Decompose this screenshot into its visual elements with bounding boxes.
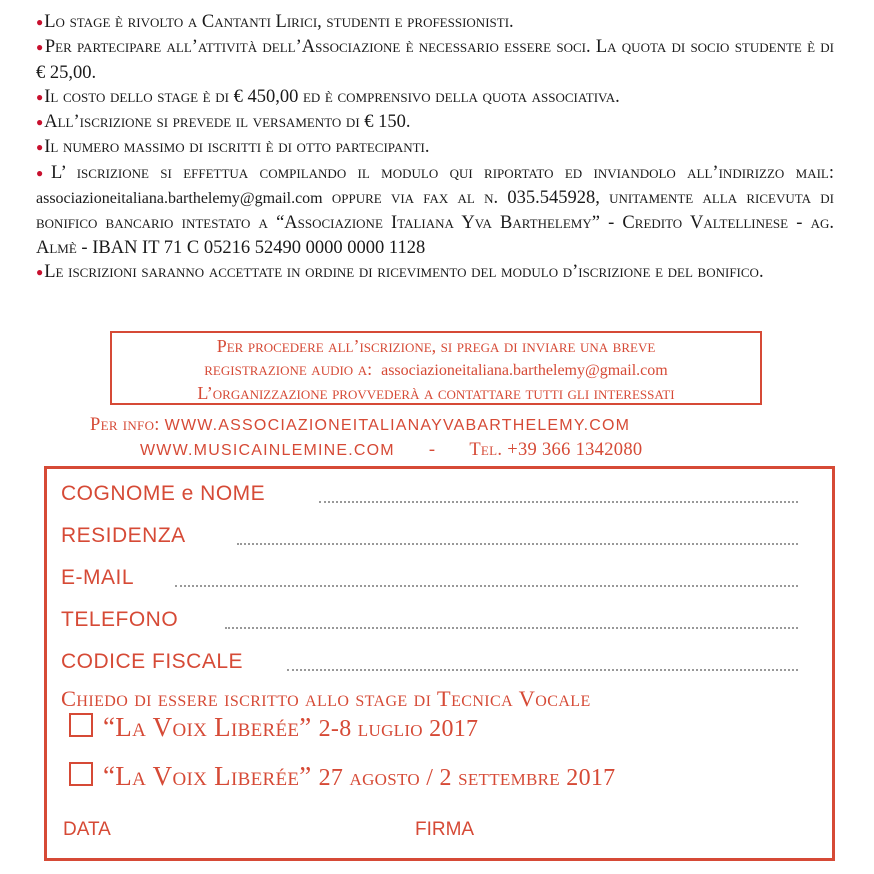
audio-email[interactable]: associazioneitaliana.barthelemy@gmail.com — [381, 361, 668, 379]
name-input-line[interactable] — [319, 501, 798, 503]
tax-code-input-line[interactable] — [287, 669, 798, 671]
bullet-dot: ● — [36, 89, 44, 104]
field-label-tax-code: CODICE FISCALE — [61, 650, 244, 673]
bullet-item: ●Per partecipare all’attività dell’Associazione è necessario essere soci. La quota di socio studente è di € 25,00. — [36, 37, 834, 83]
bullet-item-registration: ●L’ iscrizione si effettua compilando il modulo qui riportato ed inviandolo all’indirizzo mail: associazioneitaliana.barthelemy@gmail.com oppure via fax al n. 035.545928, unitamente alla ricevuta di bonifico bancario intestato a “Associazione Italiana Yva Barthelemy” - Credito Valtellinese - ag. Almè - IBAN IT 71 C 05216 52490 0000 0000 1128 — [36, 162, 835, 258]
signature-label: FIRMA — [415, 819, 475, 840]
enrollment-request: Chiedo di essere iscritto allo stage di Tecnica Vocale — [61, 686, 591, 711]
registration-form — [44, 466, 835, 861]
info-block — [90, 413, 642, 463]
checkbox[interactable] — [69, 713, 93, 737]
bullet-item: ●Le iscrizioni saranno accettate in ordine di ricevimento del modulo d’iscrizione e del bonifico. — [36, 261, 764, 282]
option-session-2[interactable] — [69, 761, 616, 792]
field-label-name: COGNOME e NOME — [61, 482, 266, 505]
audio-notice-box — [110, 331, 762, 405]
bullet-item: ●Il costo dello stage è di € 450,00 ed è comprensivo della quota associativa. — [36, 86, 620, 107]
website-link-2[interactable]: WWW.MUSICAINLEMINE.COM — [140, 442, 395, 459]
email-input-line[interactable] — [175, 585, 798, 587]
bullet-dot: ● — [36, 40, 44, 55]
checkbox[interactable] — [69, 762, 93, 786]
audio-notice-line: L’organizzazione provvederà a contattare tutti gli interessati — [197, 383, 675, 403]
bullet-item: ●Lo stage è rivolto a Cantanti Lirici, studenti e professionisti. — [36, 12, 514, 32]
option-title: “La Voix Liberée” — [103, 761, 312, 791]
field-label-phone: TELEFONO — [61, 608, 179, 631]
info-separator: - — [428, 440, 436, 460]
audio-notice-line: Per procedere all’iscrizione, si prega di inviare una breve — [216, 336, 656, 356]
bullet-dot: ● — [36, 115, 44, 130]
telephone: Tel. +39 366 1342080 — [469, 440, 643, 460]
date-label: DATA — [63, 819, 111, 840]
option-dates: 2-8 luglio 2017 — [318, 716, 479, 742]
bullet-dot: ● — [36, 140, 44, 155]
audio-notice-line: registrazione audio a: associazioneitaliana.barthelemy@gmail.com — [204, 358, 668, 379]
bullet-dot: ● — [36, 15, 44, 29]
bullet-list — [36, 10, 834, 285]
bullet-item: ●Il numero massimo di iscritti è di otto partecipanti. — [36, 137, 430, 158]
field-label-email: E-MAIL — [61, 566, 135, 589]
bullet-item: ●All’iscrizione si prevede il versamento di € 150. — [36, 112, 411, 133]
option-dates: 27 agosto / 2 settembre 2017 — [318, 765, 616, 791]
registration-email[interactable]: associazioneitaliana.barthelemy@gmail.com — [36, 190, 323, 208]
bullet-dot: ● — [36, 165, 50, 180]
residence-input-line[interactable] — [237, 543, 798, 545]
phone-input-line[interactable] — [225, 627, 798, 629]
info-label: Per info: — [90, 415, 160, 435]
field-label-residence: RESIDENZA — [61, 524, 186, 547]
option-session-1[interactable] — [69, 712, 478, 743]
website-link-1[interactable]: WWW.ASSOCIAZIONEITALIANAYVABARTHELEMY.COM — [164, 417, 631, 434]
option-title: “La Voix Liberée” — [103, 712, 312, 742]
bullet-dot: ● — [36, 264, 44, 279]
